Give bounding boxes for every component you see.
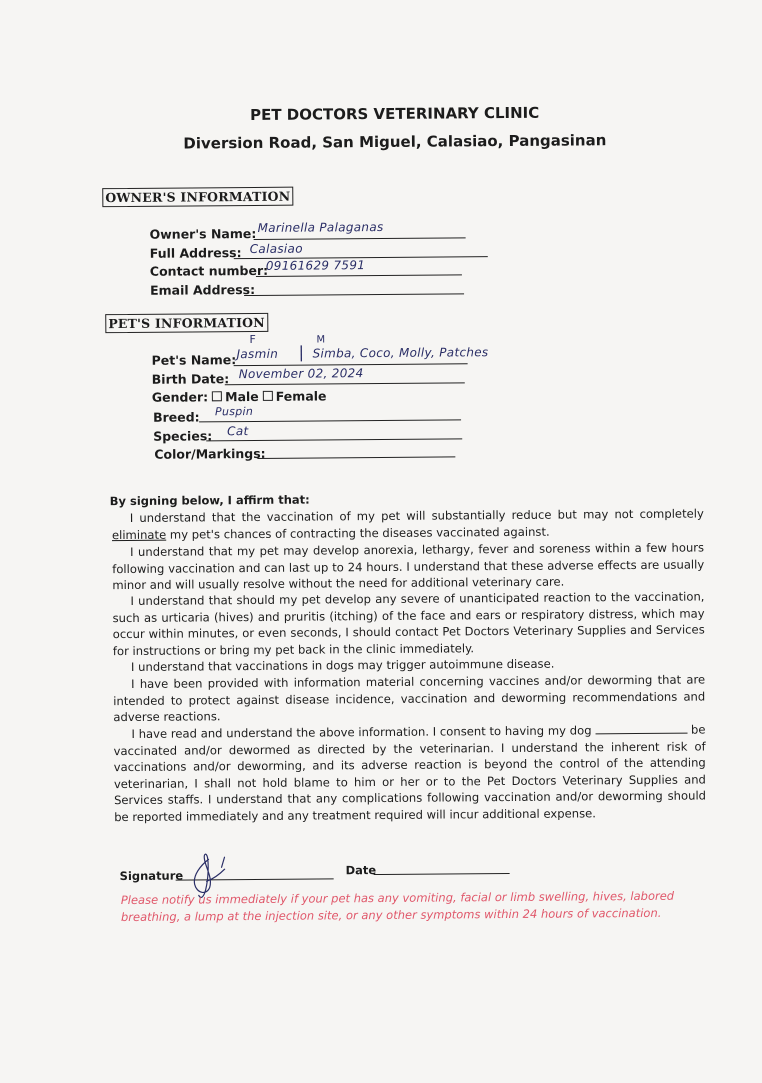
color-markings-label: Color/Markings: [154,445,266,462]
male-option-label: Male [225,388,259,405]
p5-text: I have been provided with information material concerning vaccines and/or deworming that are intended to protect against disease incidence, vaccination and deworming recommendations and adverse reactions. [113,672,706,725]
contact-value: 09161629 7591 [265,258,366,273]
p6-text-b: be vaccinated and/or dewormed as directed by the veterinarian. I understand the inherent risk of vaccinations and/or deworming, and its adverse reaction is beyond the control of the attending veterinarian, I shall not hold blame to him or her or to the Pet Doctors Veterinary Supplies and Services staffs. I understand that any complications following vaccination and/or deworming should be reported immediately and any treatment required will incur additional expense. [113,722,707,825]
pet-name-note-male: M [316,334,326,346]
contact-line [256,274,462,277]
p1-text-b: my pet's chances of contracting the diseases vaccinated against. [166,524,550,542]
pet-name-divider: | [298,342,305,362]
species-line [206,438,462,441]
male-checkbox[interactable] [212,391,222,401]
p2-text: I understand that my pet may develop anorexia, lethargy, fever and soreness within a few hours following vaccination and can last up to 24 hours. I understand that these adverse effects are usually minor and will usually resolve without the need for additional veterinary care. [112,540,705,593]
date-line[interactable] [374,873,510,875]
owner-name-label: Owner's Name: [149,225,257,242]
pet-name-note-female: F [249,332,257,347]
birth-date-label: Birth Date: [151,371,230,387]
post-vaccination-notice: Please notify us immediately if your pet has any vomiting, facial or limb swelling, hives, labored breathing, a lump at the injection site, or any other symptoms within 24 hours of vaccination. [120,888,675,925]
gender-label: Gender: [151,389,209,405]
clinic-address: Diversion Road, San Miguel, Calasiao, Pangasinan [183,131,607,153]
breed-label: Breed: [152,409,200,425]
breed-value: Puspin [214,404,254,419]
p6-text-a: I have read and understand the above information. I consent to having my dog [131,723,596,741]
female-checkbox[interactable] [263,391,273,401]
owner-name-value: Marinella Palaganas [257,219,384,235]
p1-text-a: I understand that the vaccination of my pet will substantially reduce but may not completely [129,506,704,525]
birth-date-value: November 02, 2024 [238,366,364,382]
pet-name-label: Pet's Name: [151,352,237,368]
signature-label: Signature [119,868,184,884]
p4-text: I understand that vaccinations in dogs may trigger autoimmune disease. [130,656,555,674]
color-markings-line [257,456,455,459]
email-label: Email Address: [149,281,256,298]
owner-section-header: OWNER'S INFORMATION [102,187,293,207]
email-line [244,293,464,296]
affirmation-heading: By signing below, I affirm that: [109,492,310,509]
birth-date-line [225,382,465,385]
contact-label: Contact number: [149,262,269,279]
owner-name-line [254,237,466,240]
species-label: Species: [153,428,213,444]
dog-name-blank[interactable] [595,723,687,735]
full-address-label: Full Address: [149,245,242,261]
gender-row [152,388,327,404]
p3-text: I understand that should my pet develop any severe of unanticipated reaction to the vaccination, such as urticaria (hives) and pruritis (itching) of the face and ears or respiratory distress, which may occur within minutes, or even seconds, I should contact Pet Doctors Veterinary Supplies and Services for instructions or bring my pet back in the clinic immediately. [112,589,705,658]
affirmation-p5 [113,671,705,725]
date-label: Date [345,863,377,878]
affirmation-p2 [112,539,704,593]
female-option-label: Female [275,388,327,404]
affirmation-p3 [112,588,705,659]
full-address-value: Calasiao [249,241,303,257]
breed-line [199,419,461,422]
pet-name-value-2: Simba, Coco, Molly, Patches [312,345,489,361]
pet-section-header: PET'S INFORMATION [105,313,268,333]
p1-underlined: eliminate [111,527,167,542]
affirmation-p1 [112,505,704,543]
clinic-name: PET DOCTORS VETERINARY CLINIC [249,103,540,125]
affirmation-p6 [113,721,706,825]
species-value: Cat [227,424,249,439]
pet-name-value-1: Jasmin [236,346,279,362]
